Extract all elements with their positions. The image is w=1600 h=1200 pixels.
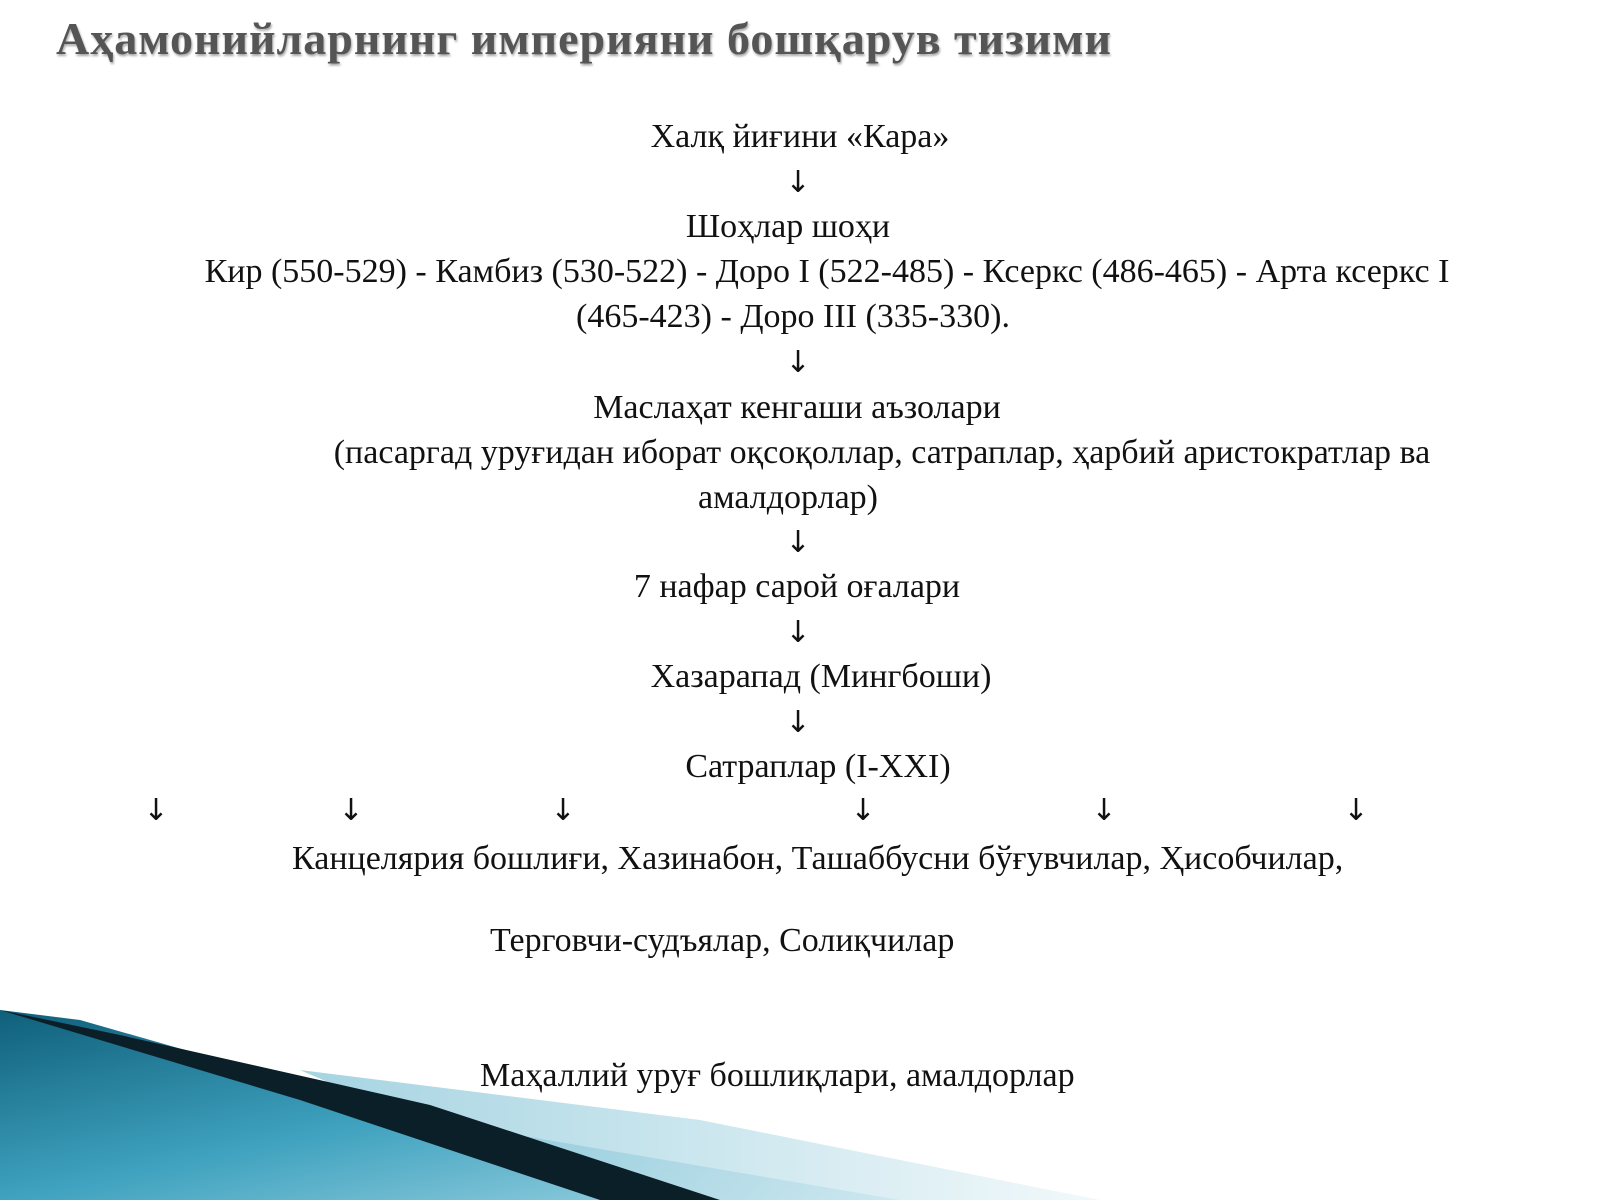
arrow-down-icon: ↓ (1343, 793, 1369, 828)
arrow-down-icon: ↓ (338, 793, 364, 828)
node-shah-title: Шоҳлар шоҳи (685, 208, 891, 245)
arrow-down-icon: ↓ (785, 705, 811, 740)
node-council-line2: амалдорлар) (698, 479, 878, 516)
node-kings-line1: Кир (550-529) - Камбиз (530-522) - Доро I (522-485) - Ксеркс (486-465) - Арта ксеркс I (204, 253, 1450, 290)
node-hazarapad: Хазарапад (Мингбоши) (650, 658, 992, 695)
node-satraps: Сатраплар (I-XXI) (685, 748, 951, 785)
node-kings-line2: (465-423) - Доро III (335-330). (576, 298, 1010, 335)
node-local-chiefs: Маҳаллий уруғ бошлиқлари, амалдорлар (480, 1057, 1075, 1094)
node-officials-line1: Канцелярия бошлиғи, Хазинабон, Ташаббусни бўғувчилар, Ҳисобчилар, (292, 840, 1344, 877)
node-council-line1: (пасаргад уруғидан иборат оқсоқоллар, сатраплар, ҳарбий аристократлар ва (333, 434, 1431, 471)
arrow-down-icon: ↓ (785, 345, 811, 380)
page-title: Аҳамонийларнинг империяни бошқарув тизими (56, 13, 1112, 64)
arrow-down-icon: ↓ (785, 165, 811, 200)
arrow-down-icon: ↓ (785, 525, 811, 560)
arrow-down-icon: ↓ (550, 793, 576, 828)
arrow-down-icon: ↓ (143, 793, 169, 828)
arrow-down-icon: ↓ (785, 615, 811, 650)
node-officials-line2: Терговчи-судъялар, Солиқчилар (490, 922, 955, 959)
node-seven-officials: 7 нафар сарой оғалари (633, 568, 961, 605)
arrow-down-icon: ↓ (1091, 793, 1117, 828)
arrow-down-icon: ↓ (850, 793, 876, 828)
node-council-title: Маслаҳат кенгаши аъзолари (593, 389, 1001, 426)
node-kara: Халқ йиғини «Кара» (650, 118, 950, 155)
